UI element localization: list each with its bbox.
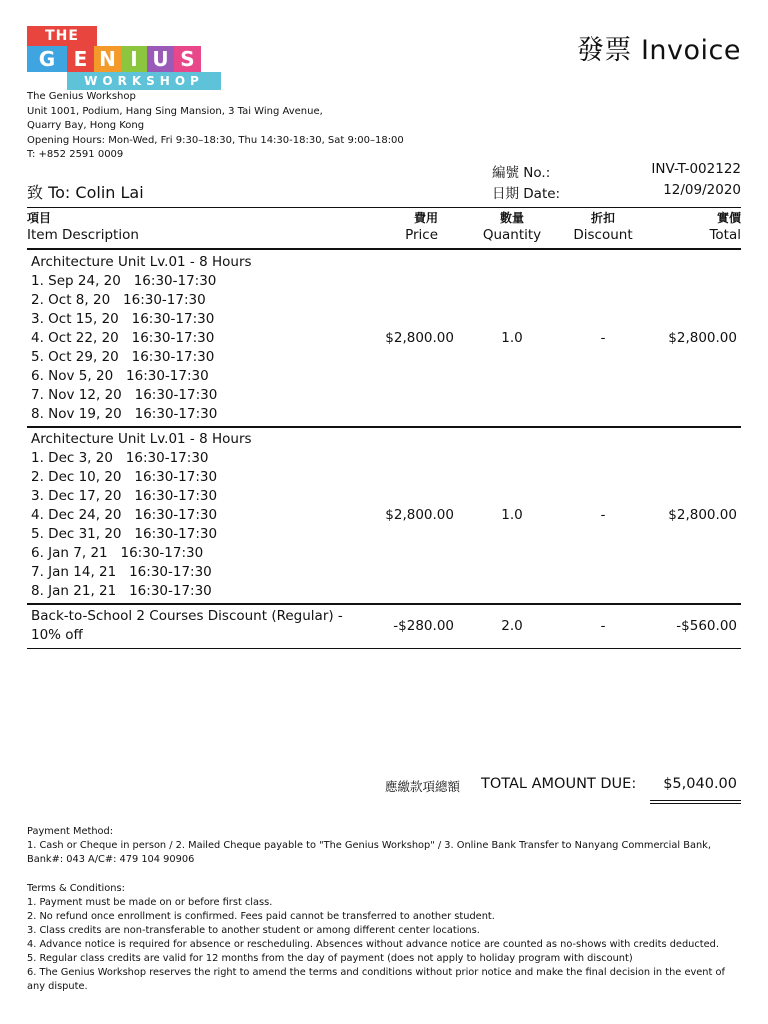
payment-method [27,825,741,867]
total-label-zh: 應繳款項總額 [385,779,461,794]
row-divider [27,603,741,605]
total-double-rule-bottom [650,803,741,804]
logo-letter: E [67,46,94,72]
item-price: $2,800.00 [385,330,454,346]
total-double-rule-top [650,800,741,801]
table-row [31,253,252,424]
item-line: 1. Sep 24, 20 16:30-17:30 [31,273,217,289]
header-discount-en: Discount [573,227,633,243]
payment-line2: Bank#: 043 A/C#: 479 104 90906 [27,854,195,865]
item-quantity: 2.0 [501,618,523,634]
invoice-date-label: 日期 Date: [492,186,561,202]
terms-item: 2. No refund once enrollment is confirmed. Fees paid cannot be transferred to another student. [27,911,495,922]
item-line: 5. Oct 29, 20 16:30-17:30 [31,349,215,365]
table-row [31,607,343,645]
item-line: 8. Jan 21, 21 16:30-17:30 [31,583,212,599]
table-bottom-rule [27,648,741,649]
header-total [661,211,741,244]
item-price: $2,800.00 [385,507,454,523]
terms-heading: Terms & Conditions: [27,883,125,894]
item-line: 4. Oct 22, 20 16:30-17:30 [31,330,215,346]
terms-item: 3. Class credits are non-transferable to another student or among different center locations. [27,925,480,936]
logo-letter: N [94,46,121,72]
header-price [388,211,438,244]
company-address-line1: Unit 1001, Podium, Hang Sing Mansion, 3 Tai Wing Avenue, [27,105,323,117]
item-line: 3. Dec 17, 20 16:30-17:30 [31,488,218,504]
header-description [27,211,139,244]
item-discount: - [600,507,606,523]
logo-letter: I [121,46,147,72]
company-hours: Opening Hours: Mon-Wed, Fri 9:30–18:30, Thu 14:30-18:30, Sat 9:00–18:00 [27,134,404,146]
terms-and-conditions [27,882,741,994]
total-label-en: TOTAL AMOUNT DUE: [481,776,637,792]
bill-to: 致 To: Colin Lai [27,183,144,202]
company-info [27,90,404,163]
header-quantity-en: Quantity [482,227,542,243]
item-line: 2. Oct 8, 20 16:30-17:30 [31,292,206,308]
header-price-en: Price [405,227,438,243]
header-description-en: Item Description [27,227,139,243]
table-top-rule [27,207,741,208]
item-line: 3. Oct 15, 20 16:30-17:30 [31,311,215,327]
company-address-line2: Quarry Bay, Hong Kong [27,120,145,131]
header-discount [563,211,643,244]
terms-item: any dispute. [27,981,88,992]
logo-letter: S [174,46,201,72]
item-price: -$280.00 [393,618,454,634]
payment-line1: 1. Cash or Cheque in person / 2. Mailed Cheque payable to "The Genius Workshop" / 3. Online Bank Transfer to Nanyang Commercial Bank, [27,840,711,851]
header-quantity-zh: 數量 [499,211,524,225]
header-discount-zh: 折扣 [590,211,615,225]
item-title: Architecture Unit Lv.01 - 8 Hours [31,254,252,270]
item-title: Architecture Unit Lv.01 - 8 Hours [31,431,252,447]
item-line: 6. Nov 5, 20 16:30-17:30 [31,368,209,384]
company-logo [27,26,221,90]
item-line: 1. Dec 3, 20 16:30-17:30 [31,450,209,466]
logo-letter: U [147,46,174,72]
item-total: $2,800.00 [668,330,737,346]
terms-item: 5. Regular class credits are valid for 12 months from the day of payment (does not apply to holiday program with discount) [27,953,633,964]
item-line: 2. Dec 10, 20 16:30-17:30 [31,469,218,485]
terms-item: 4. Advance notice is required for absence or rescheduling. Absences without advance notice are counted as no-shows with credits deducted. [27,939,719,950]
terms-item: 6. The Genius Workshop reserves the right to amend the terms and conditions without prior notice and make the final decision in the event of [27,967,725,978]
header-total-en: Total [709,227,741,243]
payment-heading: Payment Method: [27,826,114,837]
header-description-zh: 項目 [27,211,52,225]
item-total: $2,800.00 [668,507,737,523]
item-discount: - [600,618,606,634]
company-phone: T: +852 2591 0009 [27,149,124,160]
total-value: $5,040.00 [663,776,737,792]
table-row [31,430,252,601]
item-line: 10% off [31,627,83,643]
item-quantity: 1.0 [501,507,523,523]
invoice-date-value: 12/09/2020 [663,182,741,198]
item-line: 7. Jan 14, 21 16:30-17:30 [31,564,212,580]
item-line: 5. Dec 31, 20 16:30-17:30 [31,526,218,542]
item-discount: - [600,330,606,346]
item-quantity: 1.0 [501,330,523,346]
header-total-zh: 實價 [716,211,741,225]
item-total: -$560.00 [676,618,737,634]
row-divider [27,426,741,428]
item-title: Back-to-School 2 Courses Discount (Regular) - [31,608,343,624]
logo-workshop: WORKSHOP [67,72,221,90]
invoice-number-label: 編號 No.: [492,165,551,181]
item-line: 8. Nov 19, 20 16:30-17:30 [31,406,218,422]
invoice-number-value: INV-T-002122 [651,161,741,177]
logo-letter: G [27,46,67,72]
logo-tile-the: THE [27,26,97,46]
header-quantity [472,211,552,244]
company-name: The Genius Workshop [27,91,136,102]
invoice-title: 發票 Invoice [576,35,741,66]
item-line: 7. Nov 12, 20 16:30-17:30 [31,387,218,403]
table-header-rule [27,248,741,250]
item-line: 6. Jan 7, 21 16:30-17:30 [31,545,204,561]
terms-item: 1. Payment must be made on or before first class. [27,897,273,908]
item-line: 4. Dec 24, 20 16:30-17:30 [31,507,218,523]
header-price-zh: 費用 [413,211,438,225]
